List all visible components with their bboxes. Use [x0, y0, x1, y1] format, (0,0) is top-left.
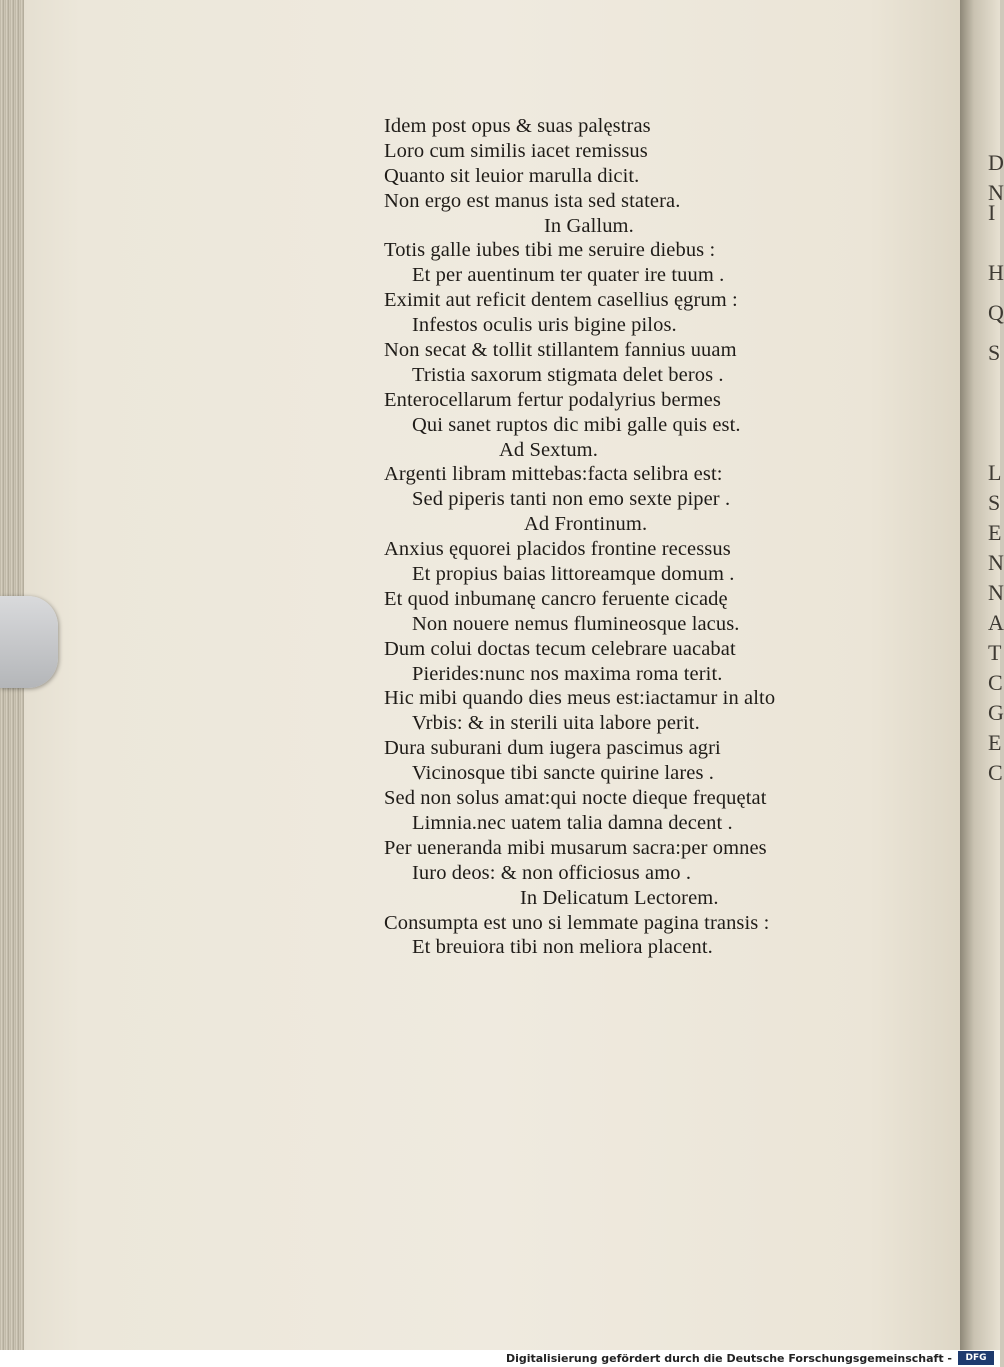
facing-page-letter: N [988, 550, 1004, 575]
poem-line: Vicinosque tibi sancte quirine lares . [412, 762, 715, 785]
poem-line: Loro cum similis iacet remissus [384, 139, 648, 162]
poem-line: Non ergo est manus ista sed statera. [384, 189, 681, 212]
poem-line: Eximit aut reficit dentem casellius ęgrum : [384, 289, 738, 312]
facing-page-letter: S [988, 340, 1001, 365]
poem-line: Idem post opus & suas palęstras [384, 115, 651, 137]
poem-heading: Ad Sextum. [499, 438, 598, 461]
poem-line: Totis galle iubes tibi me seruire diebus : [384, 239, 716, 262]
poem-line: Et quod inbumanę cancro feruente cicadę [384, 587, 728, 610]
poem-line: Hic mibi quando dies meus est:iactamur in alto [384, 687, 776, 710]
facing-page-edge [960, 0, 1004, 1350]
poem-heading: Ad Frontinum. [524, 513, 648, 536]
facing-page-letter: D [988, 150, 1004, 175]
facing-page-letter: Q [988, 300, 1004, 325]
facing-page-letter: L [988, 460, 1002, 485]
poem-line: Et breuiora tibi non meliora placent. [412, 936, 713, 959]
facing-page-letter: E [988, 730, 1002, 755]
funding-credit: Digitalisierung gefördert durch die Deutsche Forschungsgemeinschaft - [505, 1352, 952, 1365]
poem-line: Anxius ęquorei placidos frontine recessus [384, 538, 731, 561]
poem-line: Per ueneranda mibi musarum sacra:per omnes [384, 836, 767, 859]
poem-line: Iuro deos: & non officiosus amo . [412, 861, 692, 884]
facing-page-letter: H [988, 260, 1004, 285]
facing-page-letter: C [988, 760, 1003, 785]
poem-line: Dura suburani dum iugera pascimus agri [384, 737, 721, 760]
facing-page-letter: N [988, 180, 1004, 205]
facing-page-letter: S [988, 490, 1001, 515]
page-clip [0, 596, 58, 688]
facing-page-letter: E [988, 520, 1002, 545]
poem-line: Vrbis: & in sterili uita labore perit. [412, 712, 700, 735]
poem-heading: In Delicatum Lectorem. [520, 886, 719, 909]
facing-page-letter: T [988, 640, 1002, 665]
poem-line: Et per auentinum ter quater ire tuum . [412, 264, 725, 287]
poem-line: Sed piperis tanti non emo sexte piper . [412, 488, 731, 511]
dfg-logo: DFG [958, 1351, 994, 1365]
poem-heading: In Gallum. [544, 214, 634, 237]
facing-page-letter: I [988, 200, 996, 225]
poem-line: Dum colui doctas tecum celebrare uacabat [384, 637, 736, 660]
poem-line: Consumpta est uno si lemmate pagina transis : [384, 911, 770, 934]
poem-line: Infestos oculis uris bigine pilos. [412, 314, 677, 337]
poem-line: Tristia saxorum stigmata delet beros . [412, 363, 724, 386]
poem-line: Pierides:nunc nos maxima roma terit. [412, 662, 723, 685]
poem-line: Non nouere nemus flumineosque lacus. [412, 612, 740, 635]
facing-page-letter: C [988, 670, 1003, 695]
poem-line: Sed non solus amat:qui nocte dieque frequętat [384, 787, 767, 810]
poem-line: Qui sanet ruptos dic mibi galle quis est. [412, 413, 741, 436]
facing-page-letter: G [988, 700, 1004, 725]
poem-line: Enterocellarum fertur podalyrius bermes [384, 388, 721, 411]
poem-line: Et propius baias littoreamque domum . [412, 563, 735, 586]
poem-line: Argenti libram mittebas:facta selibra est: [384, 463, 723, 486]
poem-line: Limnia.nec uatem talia damna decent . [412, 811, 733, 834]
facing-page-letter: N [988, 580, 1004, 605]
poem-line: Non secat & tollit stillantem fannius uuam [384, 339, 737, 362]
poem-line: Quanto sit leuior marulla dicit. [384, 164, 640, 187]
poem-text-block [384, 114, 904, 960]
facing-page-letter: A [988, 610, 1004, 635]
